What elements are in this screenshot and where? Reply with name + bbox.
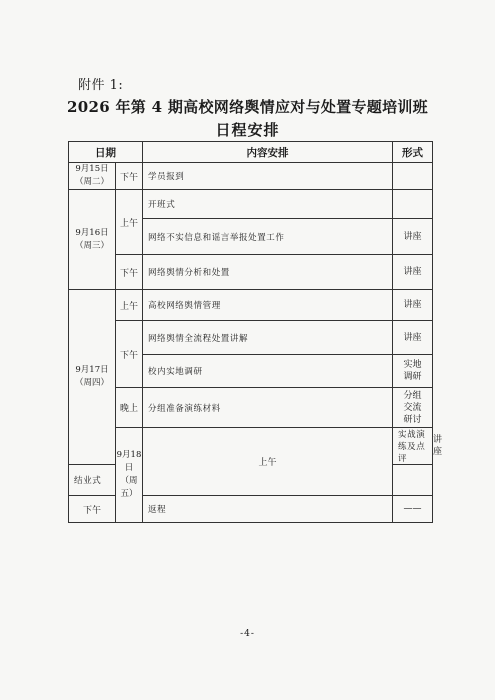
content-cell: 高校网络舆情管理 [143,290,393,321]
weekday-text: （周二） [74,177,109,187]
content-cell: 网络舆情全流程处置讲解 [143,321,393,355]
period-cell: 下午 [116,255,143,290]
table-row [69,255,433,290]
page-number: -4- [240,629,255,639]
period-cell: 晚上 [116,388,143,428]
form-line: 调研 [403,372,422,382]
form-cell: —— [393,496,433,523]
form-cell: 讲座 [393,290,433,321]
document-title: 2026 年第 4 期高校网络舆情应对与处置专题培训班 [67,98,428,116]
attachment-label: 附件 1: [78,78,124,93]
weekday-text: （周四） [74,378,109,388]
table-row [69,388,433,428]
date-cell [69,163,116,190]
header-date: 日期 [69,142,143,163]
date-cell [69,290,116,465]
date-text: 9月17日 [75,365,109,375]
content-cell: 网络舆情分析和处置 [143,255,393,290]
form-cell [393,355,433,388]
content-cell: 返程 [143,496,393,523]
content-cell: 实战演练及点评 [393,428,433,465]
form-line: 分组 [403,390,422,401]
date-cell [69,190,116,290]
weekday-text: （周三） [74,240,109,251]
header-form: 形式 [393,142,433,163]
date-text: 9月18日 [116,450,142,473]
period-cell: 上午 [143,428,393,496]
table-row: 9月18日 （周五） 上午 实战演练及点评 讲座 [69,428,433,465]
table-row [69,321,433,355]
period-cell: 上午 [116,190,143,255]
period-cell: 上午 [116,290,143,321]
date-cell [116,428,143,523]
table-header-row [69,142,433,163]
form-line: 交流 [403,402,422,413]
period-cell: 下午 [116,321,143,388]
form-cell: 讲座 [393,321,433,355]
date-text: 9月15日 [75,164,109,174]
content-cell: 校内实地调研 [143,355,393,388]
period-cell: 下午 [116,163,143,190]
header-content: 内容安排 [143,142,393,163]
content-cell: 分组准备演练材料 [143,388,393,428]
weekday-text: （周五） [120,476,138,499]
form-cell: 讲座 [393,219,433,255]
period-cell: 下午 [69,496,116,523]
date-text: 9月16日 [75,227,109,238]
content-cell: 开班式 [143,190,393,219]
form-cell: 讲座 [393,255,433,290]
table-row [69,190,433,219]
form-cell [393,190,433,219]
form-cell [393,465,433,496]
form-cell [393,163,433,190]
content-cell: 结业式 [69,465,116,496]
table-row [69,163,433,190]
form-cell [393,388,433,428]
content-cell: 网络不实信息和谣言举报处置工作 [143,219,393,255]
content-cell: 学员报到 [143,163,393,190]
form-line: 实地 [403,360,422,370]
schedule-table [68,141,443,523]
form-line: 研讨 [403,414,422,425]
document-subtitle: 日程安排 [215,121,280,139]
table-row [69,290,433,321]
